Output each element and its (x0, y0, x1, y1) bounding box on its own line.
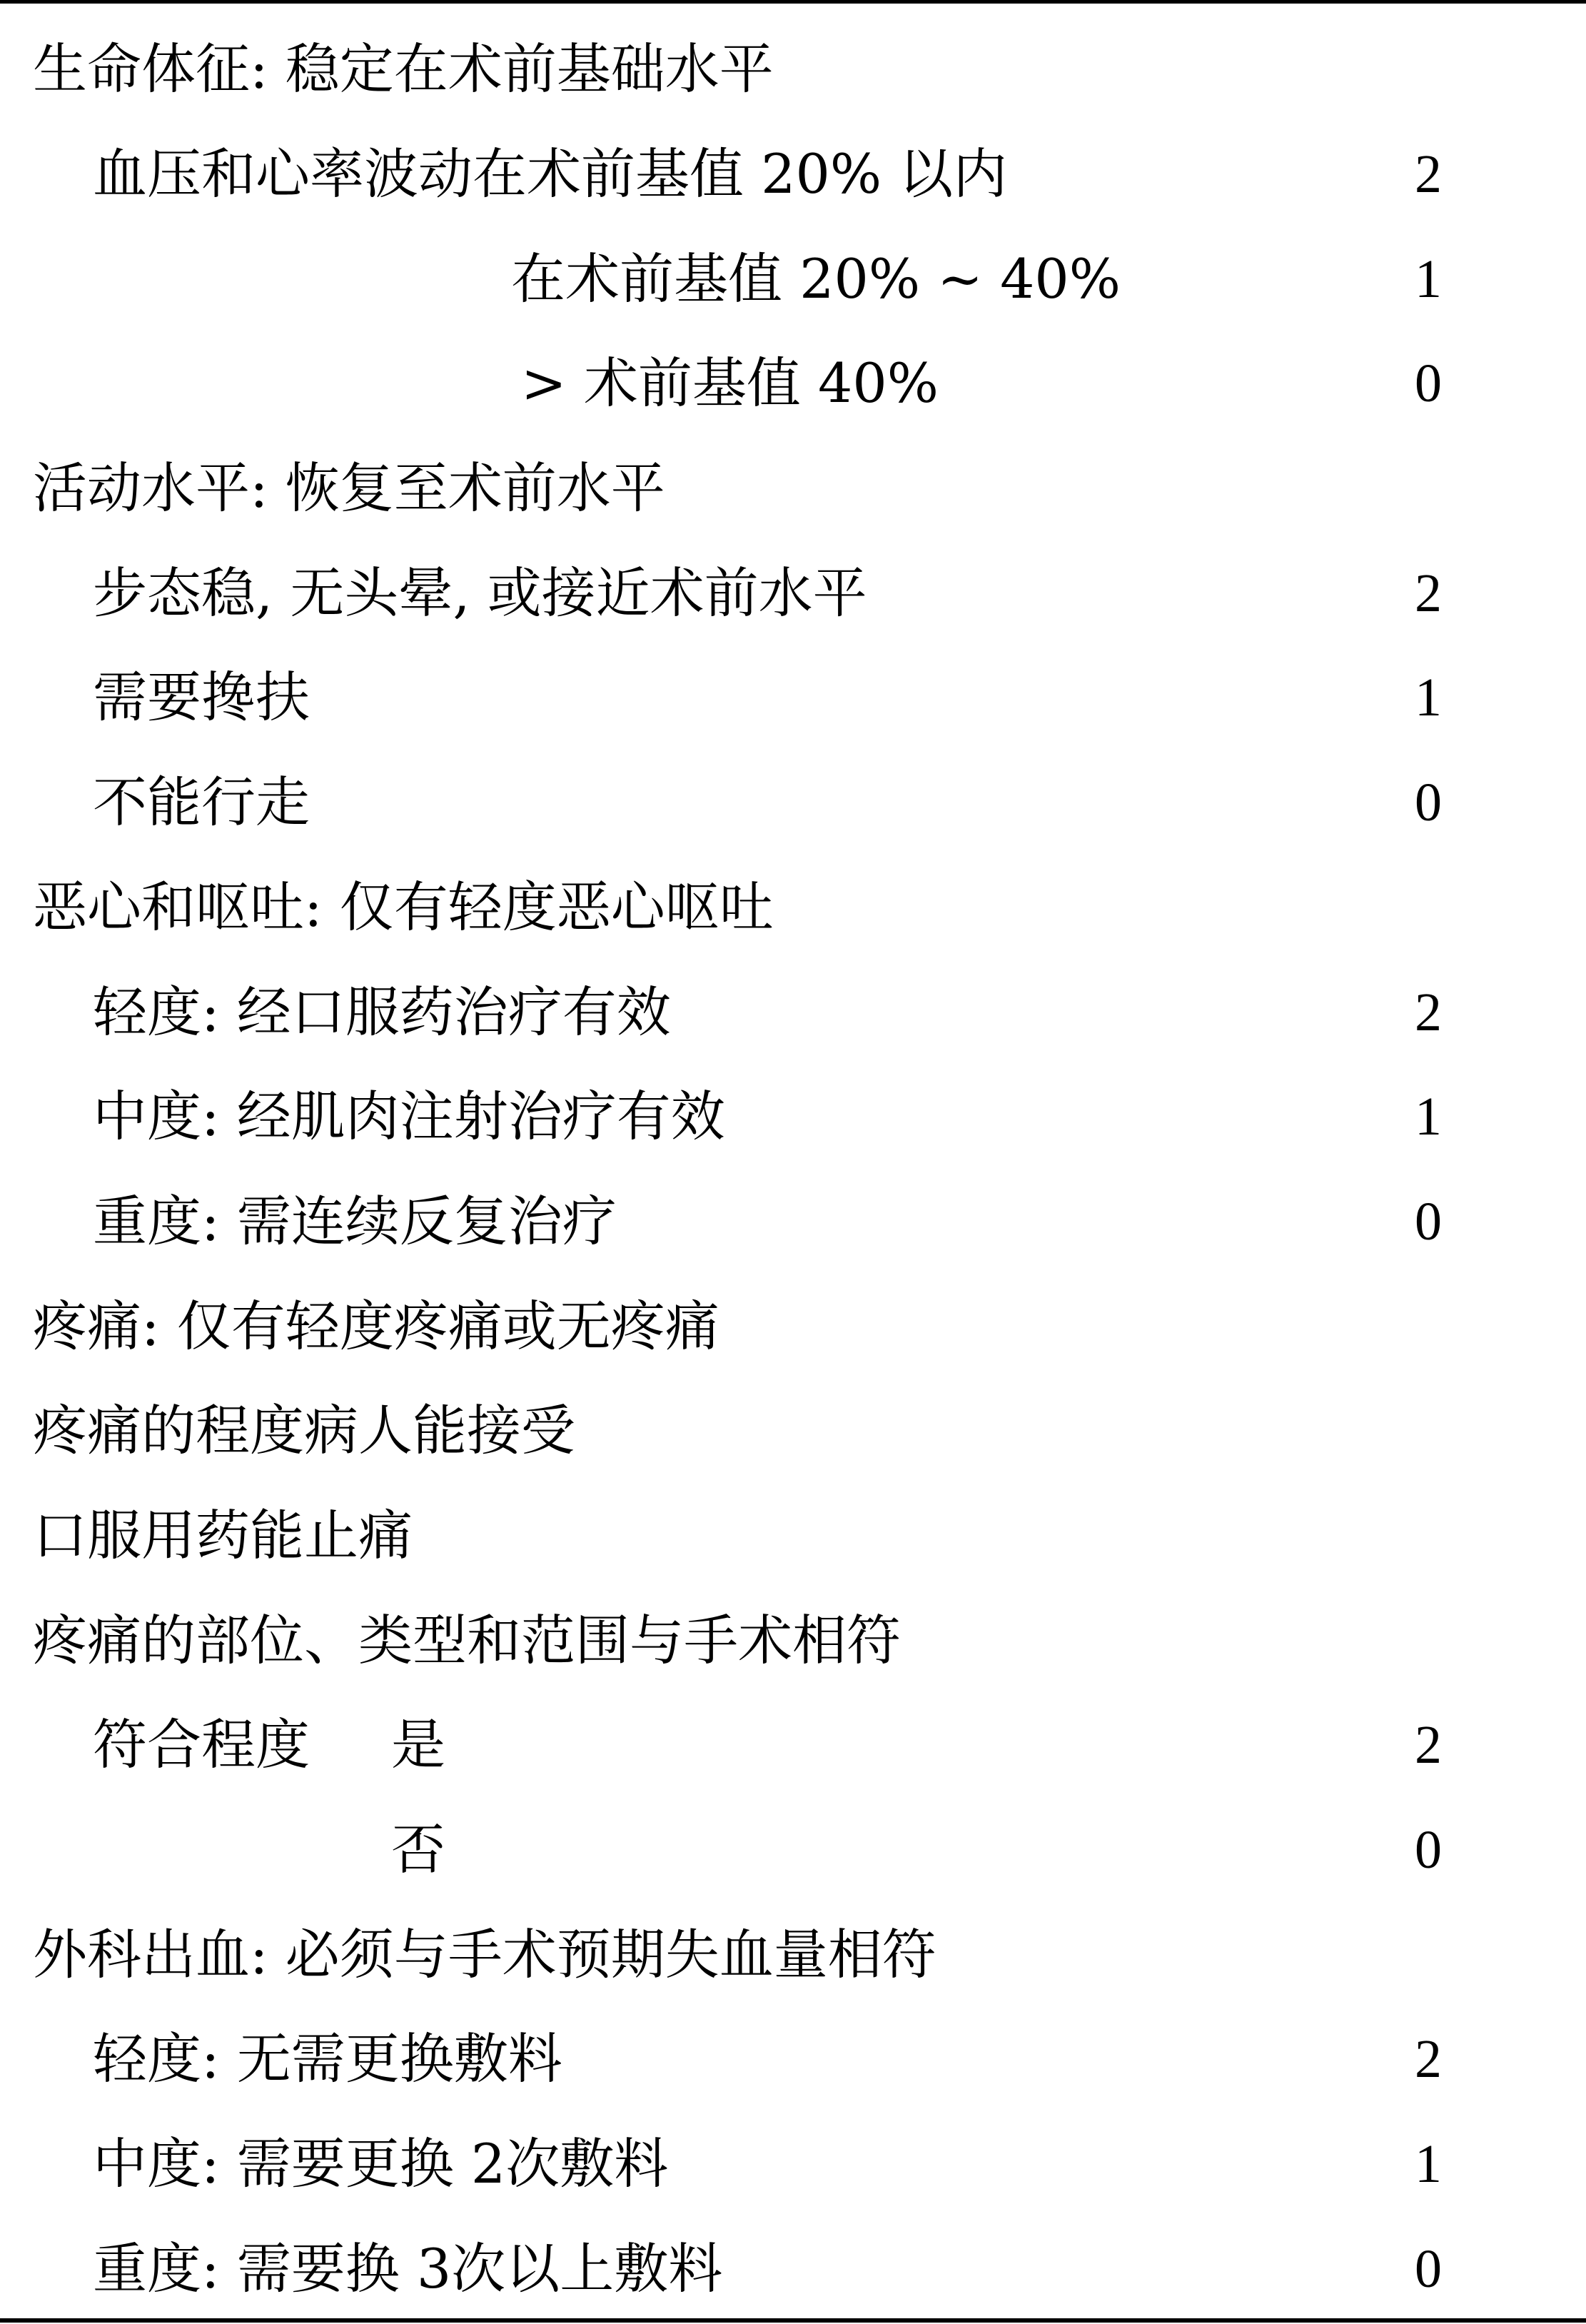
table-row (0, 331, 1586, 436)
table-row (0, 1902, 1586, 2007)
score-value: 1 (1415, 2134, 1442, 2195)
table-row (0, 2007, 1586, 2112)
table-row (0, 1065, 1586, 1169)
top-rule (0, 0, 1586, 4)
section-heading: 外科出血: 必须与手术预期失血量相符 (33, 1922, 936, 1986)
table-row (0, 122, 1586, 227)
table-row (0, 750, 1586, 855)
table-row (0, 1588, 1586, 1693)
section-heading: 生命体征: 稳定在术前基础水平 (33, 37, 774, 101)
criterion-label: 符合程度 (93, 1713, 310, 1777)
criterion-label: 中度: 需要更换 2次敷料 (93, 2132, 669, 2196)
score-value: 0 (1415, 2238, 1442, 2299)
table-row (0, 226, 1586, 331)
score-value: 0 (1415, 1820, 1442, 1881)
criterion-label: 轻度: 经口服药治疗有效 (93, 980, 671, 1044)
criterion-label: 重度: 需要换 3次以上敷料 (93, 2236, 723, 2300)
criterion-label: 步态稳, 无头晕, 或接近术前水平 (93, 560, 867, 625)
criterion-label: > 术前基值 40% (521, 351, 939, 416)
criterion-label: 中度: 经肌肉注射治疗有效 (93, 1085, 725, 1149)
section-heading: 疼痛: 仅有轻度疼痛或无疼痛 (33, 1294, 719, 1358)
table-row (0, 645, 1586, 750)
criterion-label: 血压和心率波动在术前基值 20% 以内 (93, 142, 1008, 206)
score-value: 2 (1415, 1715, 1442, 1776)
criterion-label: 在术前基值 20% ~ 40% (511, 246, 1121, 311)
score-value: 0 (1415, 773, 1442, 833)
criterion-label: 口服用药能止痛 (33, 1503, 413, 1567)
score-value: 1 (1415, 668, 1442, 728)
table-row (0, 2112, 1586, 2217)
criterion-label: 疼痛的部位、类型和范围与手术相符 (33, 1608, 901, 1672)
table-row (0, 540, 1586, 645)
criterion-label: 重度: 需连续反复治疗 (93, 1189, 617, 1253)
table-row (0, 1379, 1586, 1484)
score-value: 0 (1415, 353, 1442, 414)
score-value: 0 (1415, 1191, 1442, 1252)
table-row (0, 2216, 1586, 2321)
section-heading: 恶心和呕吐: 仅有轻度恶心呕吐 (33, 875, 774, 939)
score-value: 2 (1415, 2029, 1442, 2090)
score-value: 1 (1415, 248, 1442, 309)
table-row (0, 1693, 1586, 1798)
table-row (0, 1484, 1586, 1589)
criterion-option: 否 (391, 1818, 445, 1882)
criteria-table (0, 17, 1586, 2321)
criterion-label: 不能行走 (93, 770, 310, 835)
table-row (0, 1798, 1586, 1903)
table-row (0, 17, 1586, 122)
criterion-label: 轻度: 无需更换敷料 (93, 2027, 562, 2091)
criterion-label: 疼痛的程度病人能接受 (33, 1399, 575, 1463)
table-row (0, 436, 1586, 541)
criterion-option: 是 (391, 1713, 445, 1777)
criterion-label: 需要搀扶 (93, 665, 310, 730)
section-heading: 活动水平: 恢复至术前水平 (33, 456, 665, 520)
bottom-rule (0, 2318, 1586, 2323)
table-row (0, 855, 1586, 960)
score-value: 2 (1415, 982, 1442, 1042)
table-row (0, 960, 1586, 1065)
table-row (0, 1169, 1586, 1274)
table-row (0, 1274, 1586, 1379)
score-value: 2 (1415, 563, 1442, 623)
score-value: 2 (1415, 144, 1442, 205)
score-value: 1 (1415, 1087, 1442, 1147)
